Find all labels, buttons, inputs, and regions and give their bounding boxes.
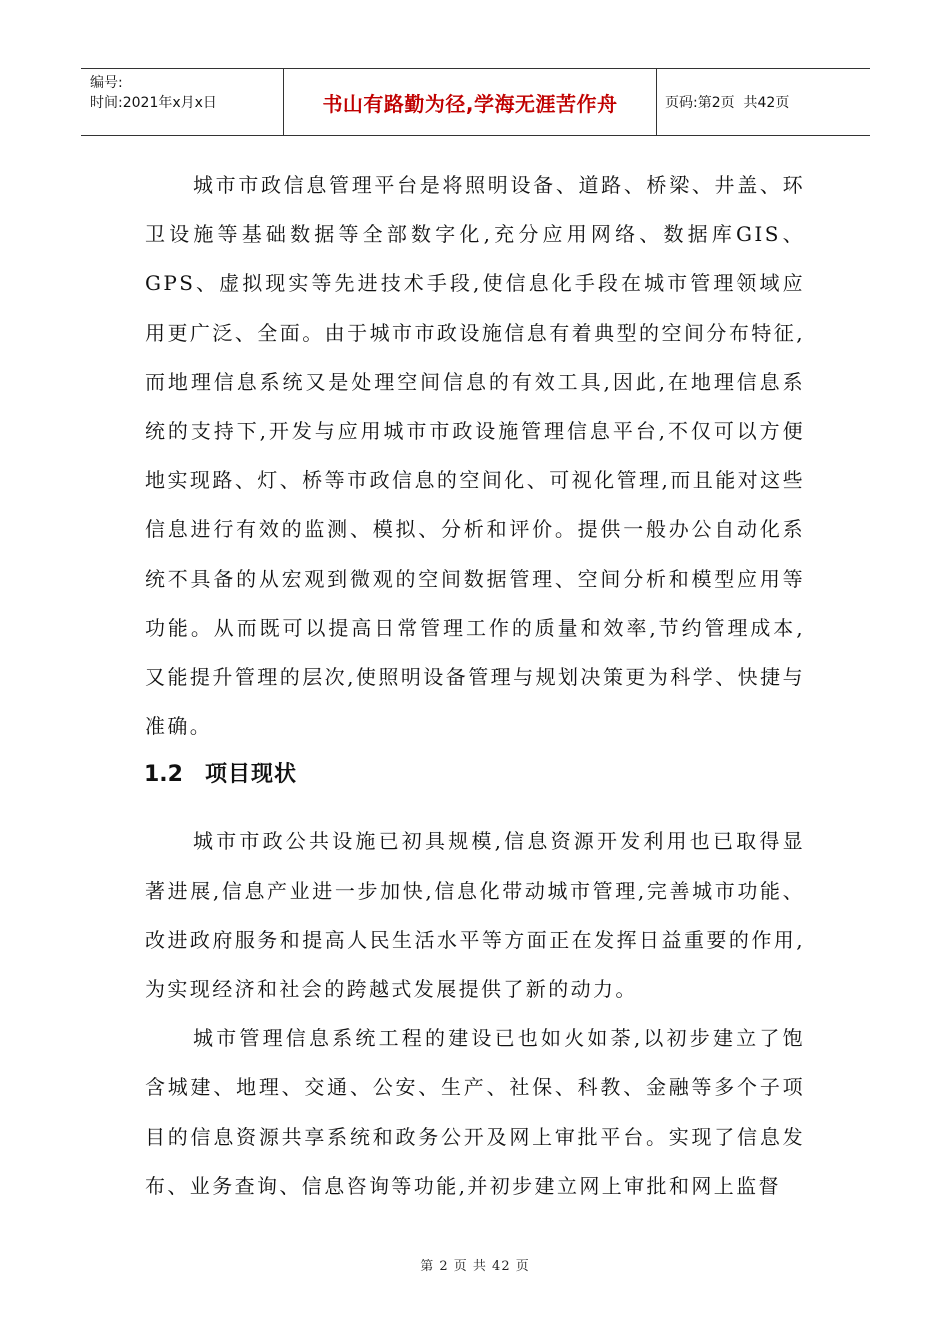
page-header (81, 68, 870, 136)
page-info-text: 页码:第2页 共42页 (665, 95, 790, 111)
body-paragraph: 城市市政公共设施已初具规模,信息资源开发利用也已取得显著进展,信息产业进一步加快,信息化带动城市管理,完善城市功能、改进政府服务和提高人民生活水平等方面正在发挥日益重要的作用,为实现经济和社会的跨越式发展提供了新的动力。 (145, 829, 805, 1002)
body-paragraph: 城市市政信息管理平台是将照明设备、道路、桥梁、井盖、环卫设施等基础数据等全部数字化,充分应用网络、数据库GIS、GPS、虚拟现实等先进技术手段,使信息化手段在城市管理领域应用更广泛、全面。由于城市市政设施信息有着典型的空间分布特征,而地理信息系统又是处理空间信息的有效工具,因此,在地理信息系统的支持下,开发与应用城市市政设施管理信息平台,不仅可以方便地实现路、灯、桥等市政信息的空间化、可视化管理,而且能对这些信息进行有效的监测、模拟、分析和评价。提供一般办公自动化系统不具备的从宏观到微观的空间数据管理、空间分析和模型应用等功能。从而既可以提高日常管理工作的质量和效率,节约管理成本,又能提升管理的层次,使照明设备管理与规划决策更为科学、快捷与准确。 (145, 173, 805, 739)
header-meta (81, 69, 284, 135)
section-number: 1.2 (144, 762, 183, 788)
section-title: 项目现状 (204, 762, 297, 788)
page-footer: 第 2 页 共 42 页 (420, 1259, 530, 1274)
body-paragraph: 城市管理信息系统工程的建设已也如火如荼,以初步建立了饱含城建、地理、交通、公安、生产、社保、科教、金融等多个子项目的信息资源共享系统和政务公开及网上审批平台。实现了信息发布、业务查询、信息咨询等功能,并初步建立网上审批和网上监督 (145, 1026, 805, 1198)
header-motto: 书山有路勤为径,学海无涯苦作舟 (284, 69, 657, 135)
document-body (145, 161, 805, 1211)
document-time: 时间:2021年x月x日 (90, 95, 217, 111)
section-heading (144, 755, 805, 795)
document-number-label: 编号: (90, 75, 123, 91)
header-page-info (657, 69, 870, 135)
